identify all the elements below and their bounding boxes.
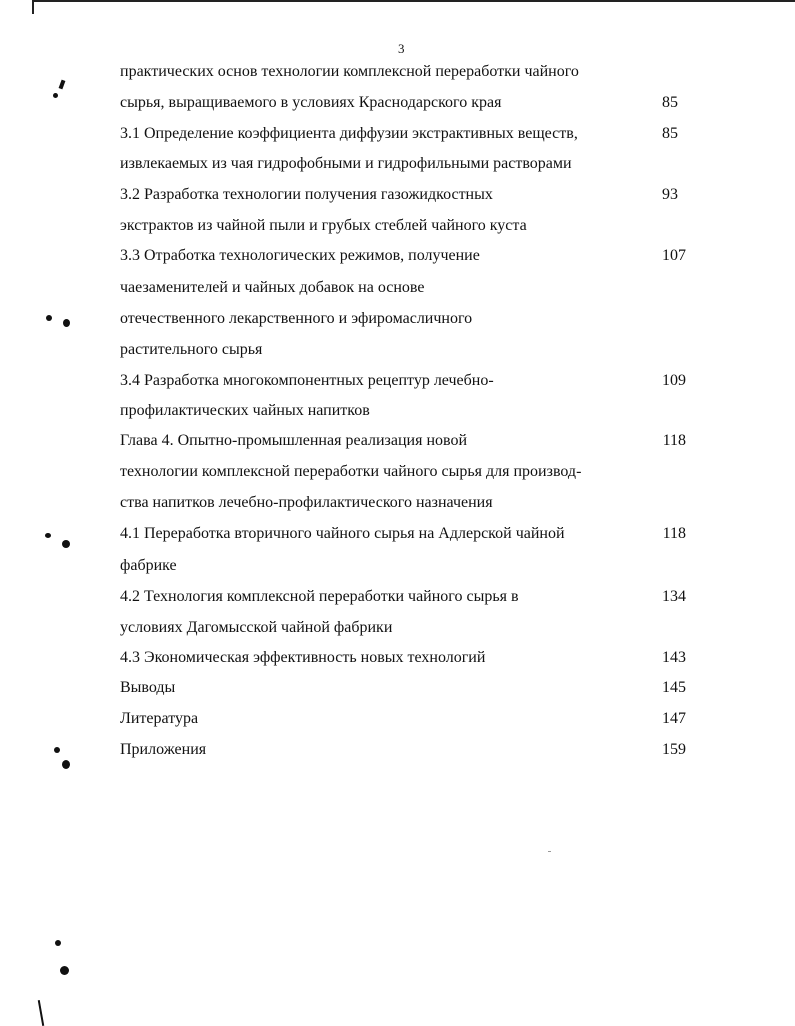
toc-line: чаезаменителей и чайных добавок на основе [120, 279, 425, 296]
toc-line: Выводы [120, 679, 176, 696]
toc-page-ref: 145 [662, 679, 686, 696]
toc-line: отечественного лекарственного и эфиромасличного [120, 310, 473, 327]
scan-mark [63, 319, 70, 327]
toc-line: Литература [120, 710, 199, 727]
scan-border-left [32, 0, 34, 14]
toc-line: технологии комплексной переработки чайного сырья для производ- [120, 463, 582, 480]
toc-line: 4.3 Экономическая эффективность новых технологий [120, 649, 486, 666]
toc-page-ref: 134 [662, 588, 686, 605]
scan-mark [60, 966, 69, 975]
toc-page-ref: 93 [662, 186, 678, 203]
scan-edge-mark [38, 1000, 44, 1026]
scan-border-top [32, 0, 795, 2]
toc-line: 3.1 Определение коэффициента диффузии экстрактивных веществ, [120, 125, 578, 142]
toc-page-ref: 85 [662, 94, 678, 111]
toc-line: 4.2 Технология комплексной переработки чайного сырья в [120, 588, 519, 605]
toc-line: 3.2 Разработка технологии получения газожидкостных [120, 186, 493, 203]
toc-line: Глава 4. Опытно-промышленная реализация новой [120, 432, 468, 449]
toc-line: профилактических чайных напитков [120, 402, 370, 419]
scan-speck [548, 851, 551, 852]
toc-line: 3.4 Разработка многокомпонентных рецептур лечебно- [120, 372, 494, 389]
scan-mark [59, 80, 66, 90]
scan-mark [55, 940, 61, 946]
toc-line: сырья, выращиваемого в условиях Краснодарского края [120, 94, 502, 111]
toc-line: Приложения [120, 741, 207, 758]
toc-page-ref: 109 [662, 372, 686, 389]
scan-mark [62, 760, 70, 769]
scan-mark [45, 533, 51, 538]
toc-page-ref: 159 [662, 741, 686, 758]
toc-line: экстрактов из чайной пыли и грубых стеблей чайного куста [120, 217, 527, 234]
toc-page-ref: 118 [662, 525, 686, 542]
toc-line: извлекаемых из чая гидрофобными и гидрофильными растворами [120, 155, 572, 172]
scan-mark [54, 747, 60, 753]
toc-line: растительного сырья [120, 341, 263, 358]
toc-line: фабрике [120, 557, 177, 574]
toc-line: 4.1 Переработка вторичного чайного сырья на Адлерской чайной [120, 525, 565, 542]
scan-mark [46, 315, 52, 321]
toc-page-ref: 147 [662, 710, 686, 727]
toc-line: практических основ технологии комплексной переработки чайного [120, 63, 579, 80]
toc-page-ref: 118 [662, 432, 686, 449]
scan-mark [62, 540, 70, 548]
toc-line: 3.3 Отработка технологических режимов, получение [120, 247, 480, 264]
toc-page-ref: 107 [662, 247, 686, 264]
page-number: 3 [398, 41, 405, 56]
toc-line: условиях Дагомысской чайной фабрики [120, 619, 393, 636]
toc-page-ref: 143 [662, 649, 686, 666]
scan-mark [53, 93, 58, 98]
toc-page-ref: 85 [662, 125, 678, 142]
toc-line: ства напитков лечебно-профилактического назначения [120, 494, 493, 511]
